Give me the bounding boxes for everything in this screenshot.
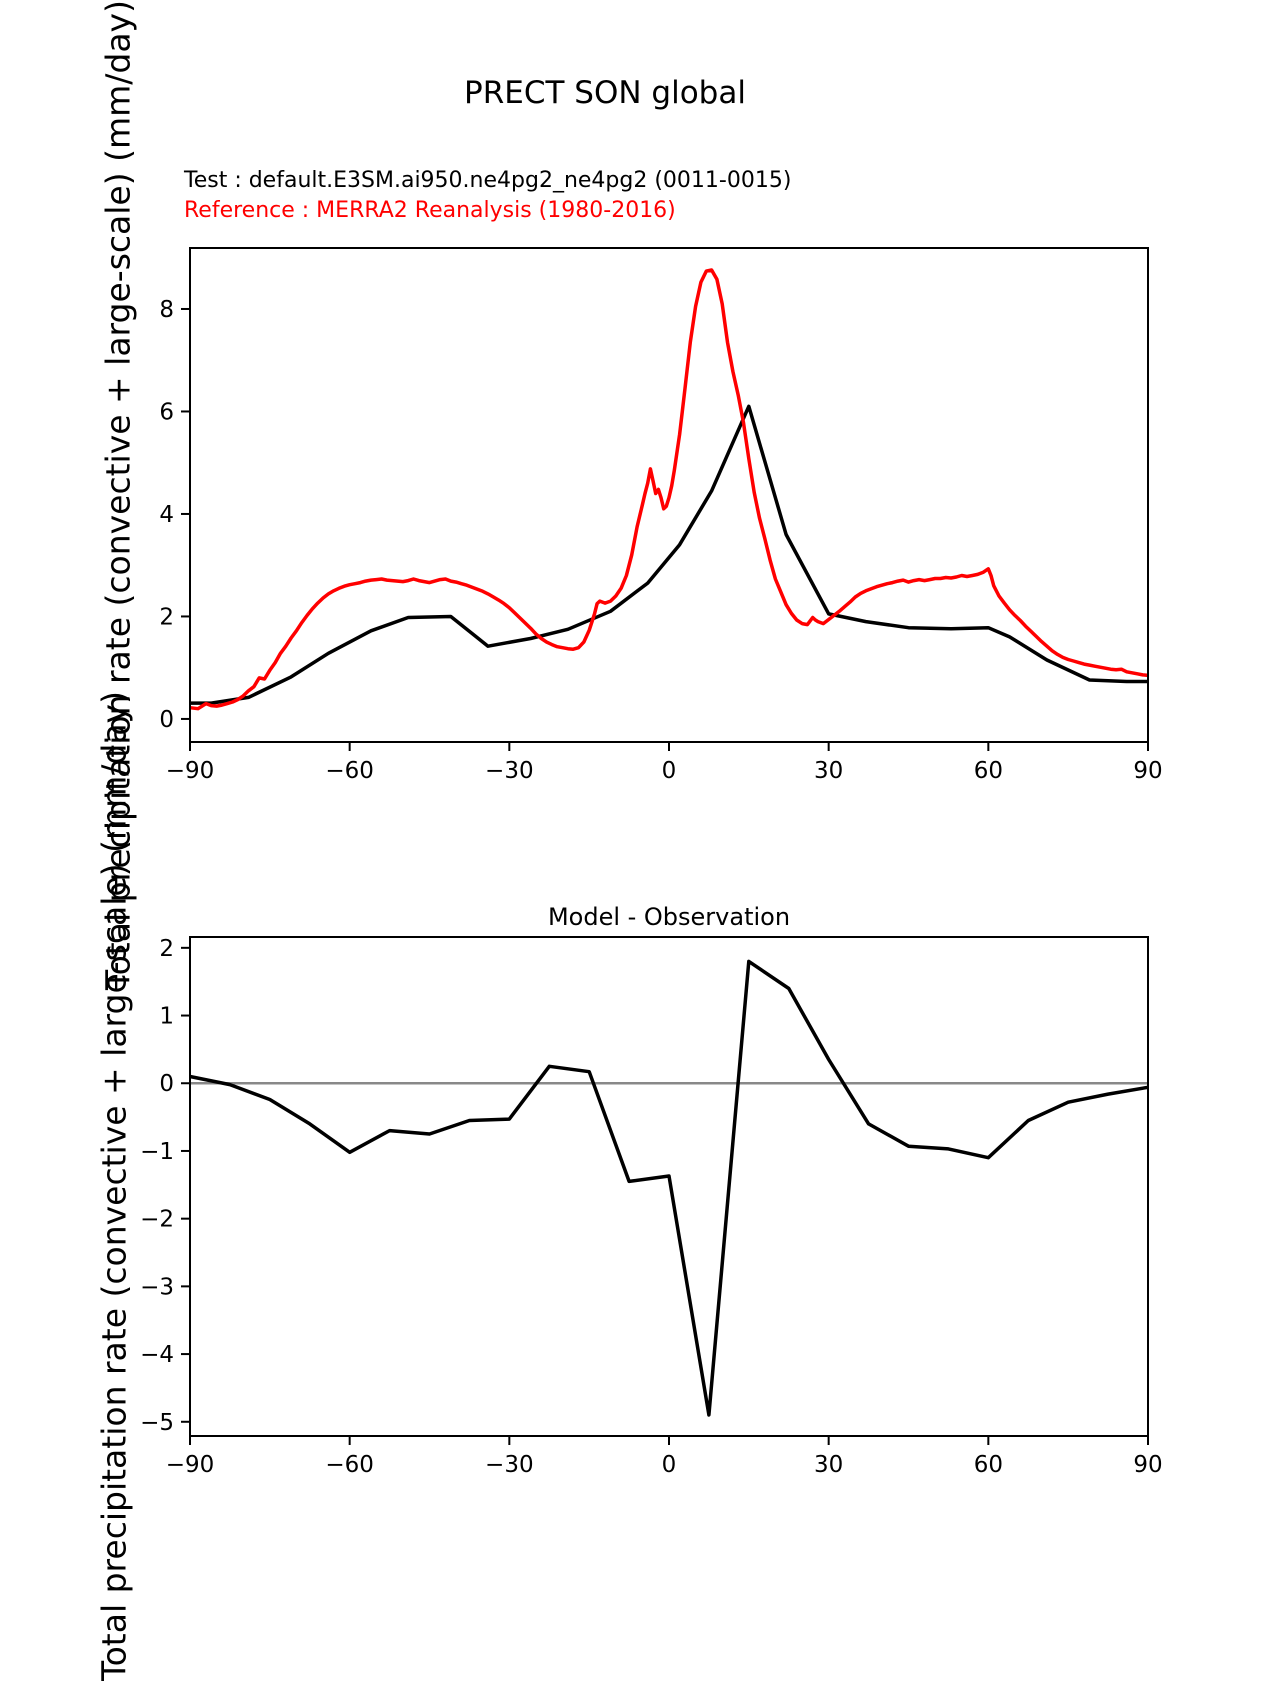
reference-annotation: Reference : MERRA2 Reanalysis (1980-2016) bbox=[184, 198, 676, 223]
plot2-xtick-label: 90 bbox=[1133, 1452, 1163, 1478]
plot1-series-1-line bbox=[190, 406, 1148, 703]
plot2-xtick-label: −90 bbox=[165, 1452, 215, 1478]
plot2-xtick-label: 30 bbox=[814, 1452, 844, 1478]
plot2-ytick-label: −5 bbox=[140, 1409, 174, 1436]
plot1-xtick-label: 0 bbox=[661, 758, 677, 784]
plot1-ytick-label: 8 bbox=[159, 296, 174, 323]
plot2-ytick-label: −1 bbox=[140, 1138, 174, 1165]
plot2-ytick-label: 0 bbox=[159, 1071, 174, 1098]
test-annotation: Test : default.E3SM.ai950.ne4pg2_ne4pg2 (0011-0015) bbox=[184, 168, 792, 193]
plot2-ytick-label: −4 bbox=[140, 1342, 174, 1369]
plot2-xtick-label: −30 bbox=[485, 1452, 534, 1478]
plot2-series-1-line bbox=[190, 961, 1148, 1415]
plot2-ytick-label: −3 bbox=[140, 1274, 174, 1301]
top-plot-ylabel: Total precipitation rate (convective + large-scale) (mm/day) bbox=[98, 0, 138, 990]
plot2-xtick-label: 60 bbox=[973, 1452, 1003, 1478]
plot2-xtick-label: −60 bbox=[325, 1452, 374, 1478]
plot1-xtick-label: −60 bbox=[325, 758, 374, 784]
plot2-ytick-label: 2 bbox=[159, 935, 174, 962]
plot1-xtick-label: 90 bbox=[1133, 758, 1163, 784]
bottom-plot-ylabel: Total precipitation rate (convective + large-scale) (mm/day) bbox=[94, 691, 134, 1681]
plot2-ytick-label: 1 bbox=[159, 1003, 174, 1030]
bottom-plot-title: Model - Observation bbox=[547, 903, 791, 931]
plot1-xtick-label: 60 bbox=[973, 758, 1003, 784]
plot1-series-2-line bbox=[190, 270, 1148, 709]
plot1-ytick-label: 4 bbox=[159, 501, 174, 528]
plot2-ytick-label: −2 bbox=[140, 1206, 174, 1233]
plot1-ytick-label: 6 bbox=[159, 399, 174, 426]
plot2-xtick-label: 0 bbox=[661, 1452, 677, 1478]
plot1-xtick-label: −90 bbox=[165, 758, 215, 784]
plot1-xtick-label: −30 bbox=[485, 758, 534, 784]
figure-title: PRECT SON global bbox=[464, 75, 746, 111]
plot1-xtick-label: 30 bbox=[814, 758, 844, 784]
plot1-ytick-label: 0 bbox=[159, 706, 174, 733]
plot1-ytick-label: 2 bbox=[159, 604, 174, 631]
